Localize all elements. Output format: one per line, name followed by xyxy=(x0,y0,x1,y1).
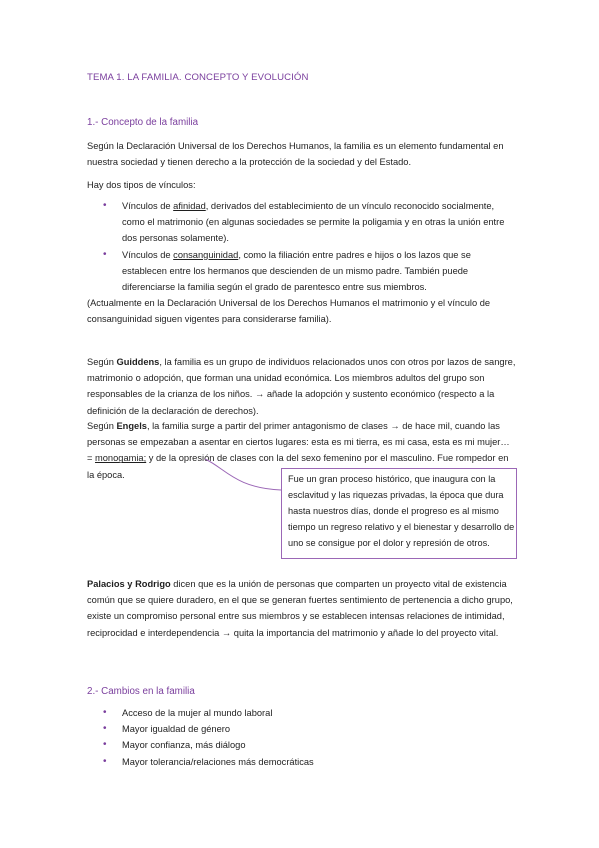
list-item: • Vínculos de afinidad, derivados del establecimiento de un vínculo reconocido socialmente, como el matrimonio (en algunas sociedades se permite la poligamia y en otras la unión entre dos personas solamente). xyxy=(103,200,505,244)
author-engels: Engels xyxy=(116,421,147,431)
callout-text: Fue un gran proceso histórico, que inaugura con la esclavitud y las riquezas privadas, la época que dura hasta nuestros días, donde el progreso es al mismo tiempo un regreso relativo y el bienestar y desarrollo de uno se consigue por el dolor y represión de otros. xyxy=(288,474,515,549)
bullet-icon: • xyxy=(103,248,107,260)
term-afinidad: afinidad xyxy=(173,201,206,211)
list-item: • Mayor confianza, más diálogo xyxy=(87,737,517,753)
author-palacios-rodrigo: Palacios y Rodrigo xyxy=(87,579,171,589)
bullet-icon: • xyxy=(103,200,107,211)
intro-paragraph: Según la Declaración Universal de los Derechos Humanos, la familia es un elemento fundamental en nuestra sociedad y tienen derecho a la protección de la sociedad y del Estado. xyxy=(87,141,504,168)
document-title: TEMA 1. LA FAMILIA. CONCEPTO Y EVOLUCIÓN xyxy=(87,72,309,83)
changes-list xyxy=(87,705,517,770)
bullet-icon: • xyxy=(103,723,107,735)
bond-types-list xyxy=(87,198,517,295)
section-2-heading: 2.- Cambios en la familia xyxy=(87,686,195,697)
list-item: • Mayor igualdad de género xyxy=(87,721,517,737)
term-monogamia: monogamia; xyxy=(95,453,147,464)
guiddens-paragraph: Según Guiddens, la familia es un grupo de individuos relacionados unos con otros por lazos de sangre, matrimonio o adopción, que forman una unidad económica. Los miembros adultos del grupo son responsables de la crianza de los niños. → añade la adopción y sustento económico (respecto a la definición de la declaración de derechos). xyxy=(87,357,516,416)
term-consanguinidad: consanguinidad xyxy=(173,249,239,260)
bullet-icon: • xyxy=(103,755,107,767)
callout-box xyxy=(281,468,517,559)
palacios-paragraph: Palacios y Rodrigo dicen que es la unión de personas que comparten un proyecto vital de existencia común que se quiere duradero, en el que se generan fuertes sentimiento de pertenencia a dicho grupo, existe un compromiso personal entre sus miembros y se establecen intensas relaciones de intimidad, reciprocidad e interdependencia → quita la importancia del matrimonio y añade lo del proyecto vital. xyxy=(87,579,513,638)
author-guiddens: Guiddens xyxy=(116,357,160,367)
bullet-icon: • xyxy=(103,739,107,751)
section-1-heading: 1.- Concepto de la familia xyxy=(87,117,199,128)
bullet-icon: • xyxy=(103,707,107,718)
engels-paragraph: Según Engels, la familia surge a partir del primer antagonismo de clases → de hace mil, cuando las personas se empezaban a asentar en ciertos lugares: esta es mi tierra, es mi casa, esta es mi mujer… = monogamia; y de la opresión de clases con la del sexo femenino por el masculino. Fue rompedor en la época. xyxy=(87,421,510,480)
list-item: • Mayor tolerancia/relaciones más democráticas xyxy=(87,754,517,770)
list-item: • Vínculos de consanguinidad, como la filiación entre padres e hijos o los lazos que se establecen entre los hermanos que descienden de un mismo padre. También puede diferenciarse la familia según el grado de parentesco entre sus miembros. xyxy=(103,248,471,293)
list-item: • Acceso de la mujer al mundo laboral xyxy=(87,705,517,721)
types-intro: Hay dos tipos de vínculos: xyxy=(87,180,196,190)
note-paragraph: (Actualmente en la Declaración Universal de los Derechos Humanos el matrimonio y el vínculo de consanguinidad siguen vigentes para considerarse familia). xyxy=(87,298,491,325)
